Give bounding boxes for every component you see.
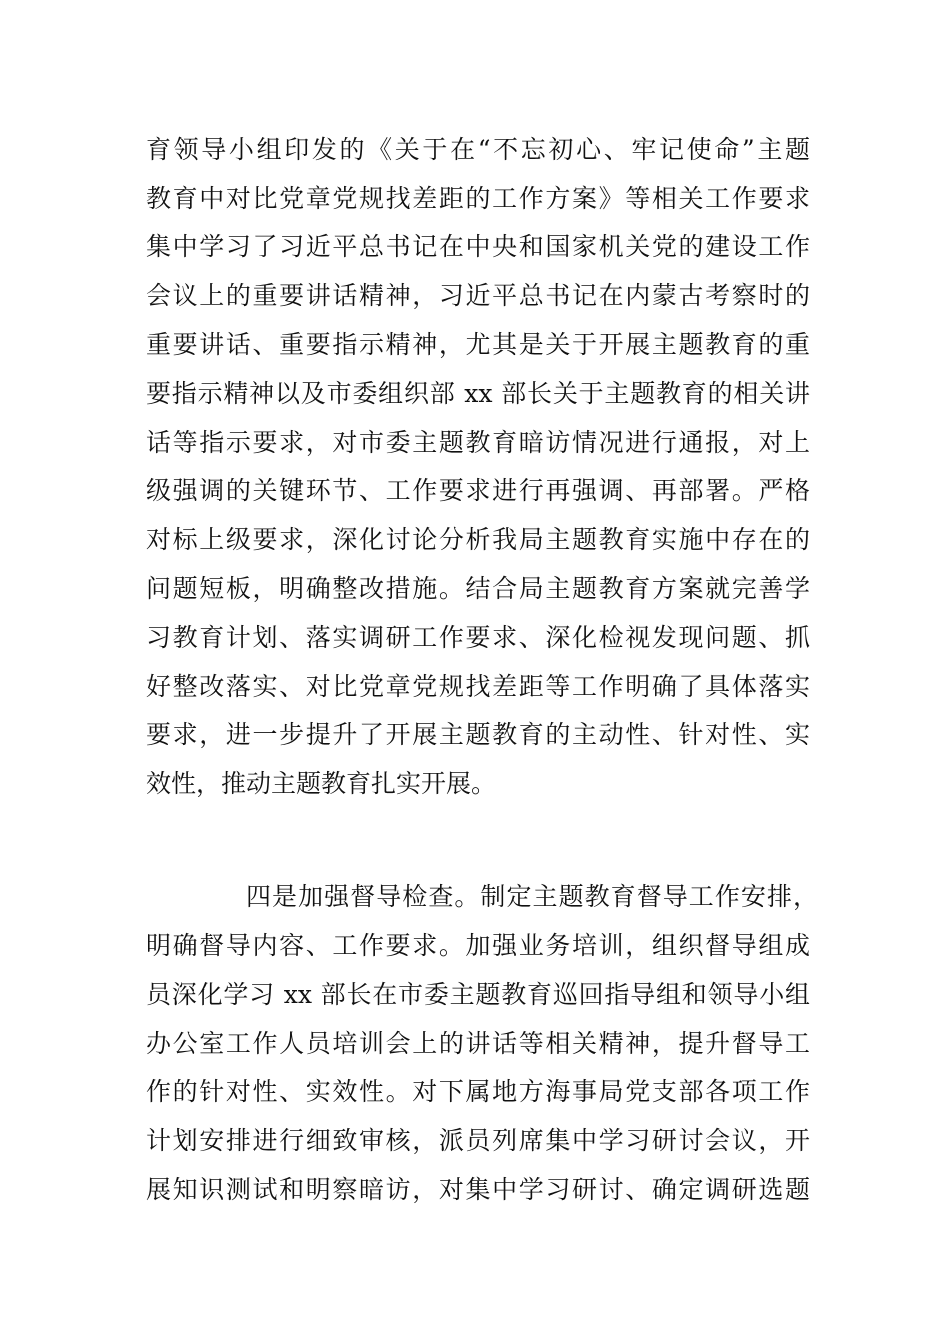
paragraph-line: 重要讲话、重要指示精神，尤其是关于开展主题教育的重 [146,330,810,359]
paragraph-line: 办公室工作人员培训会上的讲话等相关精神，提升督导工 [146,1029,810,1058]
paragraph-line: 要求，进一步提升了开展主题教育的主动性、针对性、实 [146,720,810,749]
paragraph-line: 对标上级要求，深化讨论分析我局主题教育实施中存在的 [146,525,810,554]
paragraph-line: 明确督导内容、工作要求。加强业务培训，组织督导组成 [146,931,810,960]
paragraph-line: 问题短板，明确整改措施。结合局主题教育方案就完善学 [146,574,810,603]
paragraph-line: 好整改落实、对比党章党规找差距等工作明确了具体落实 [146,672,810,701]
paragraph-line: 展知识测试和明察暗访，对集中学习研讨、确定调研选题 [146,1175,810,1204]
paragraph-line: 集中学习了习近平总书记在中央和国家机关党的建设工作 [146,232,810,261]
paragraph-line: 话等指示要求，对市委主题教育暗访情况进行通报，对上 [146,428,810,457]
paragraph-line: 四是加强督导检查。制定主题教育督导工作安排， [246,882,818,911]
paragraph-line: 要指示精神以及市委组织部 xx 部长关于主题教育的相关讲 [146,379,810,408]
paragraph-line: 育领导小组印发的《关于在“不忘初心、牢记使命”主题 [146,135,810,164]
paragraph-line: 计划安排进行细致审核，派员列席集中学习研讨会议，开 [146,1126,810,1155]
paragraph-line: 会议上的重要讲话精神，习近平总书记在内蒙古考察时的 [146,281,810,310]
paragraph-line: 员深化学习 xx 部长在市委主题教育巡回指导组和领导小组 [146,980,810,1009]
paragraph-line: 作的针对性、实效性。对下属地方海事局党支部各项工作 [146,1077,810,1106]
paragraph-line: 教育中对比党章党规找差距的工作方案》等相关工作要求 [146,184,810,213]
paragraph-line: 级强调的关键环节、工作要求进行再强调、再部署。严格 [146,476,810,505]
paragraph-line: 效性，推动主题教育扎实开展。 [146,769,497,798]
paragraph-line: 习教育计划、落实调研工作要求、深化检视发现问题、抓 [146,623,810,652]
